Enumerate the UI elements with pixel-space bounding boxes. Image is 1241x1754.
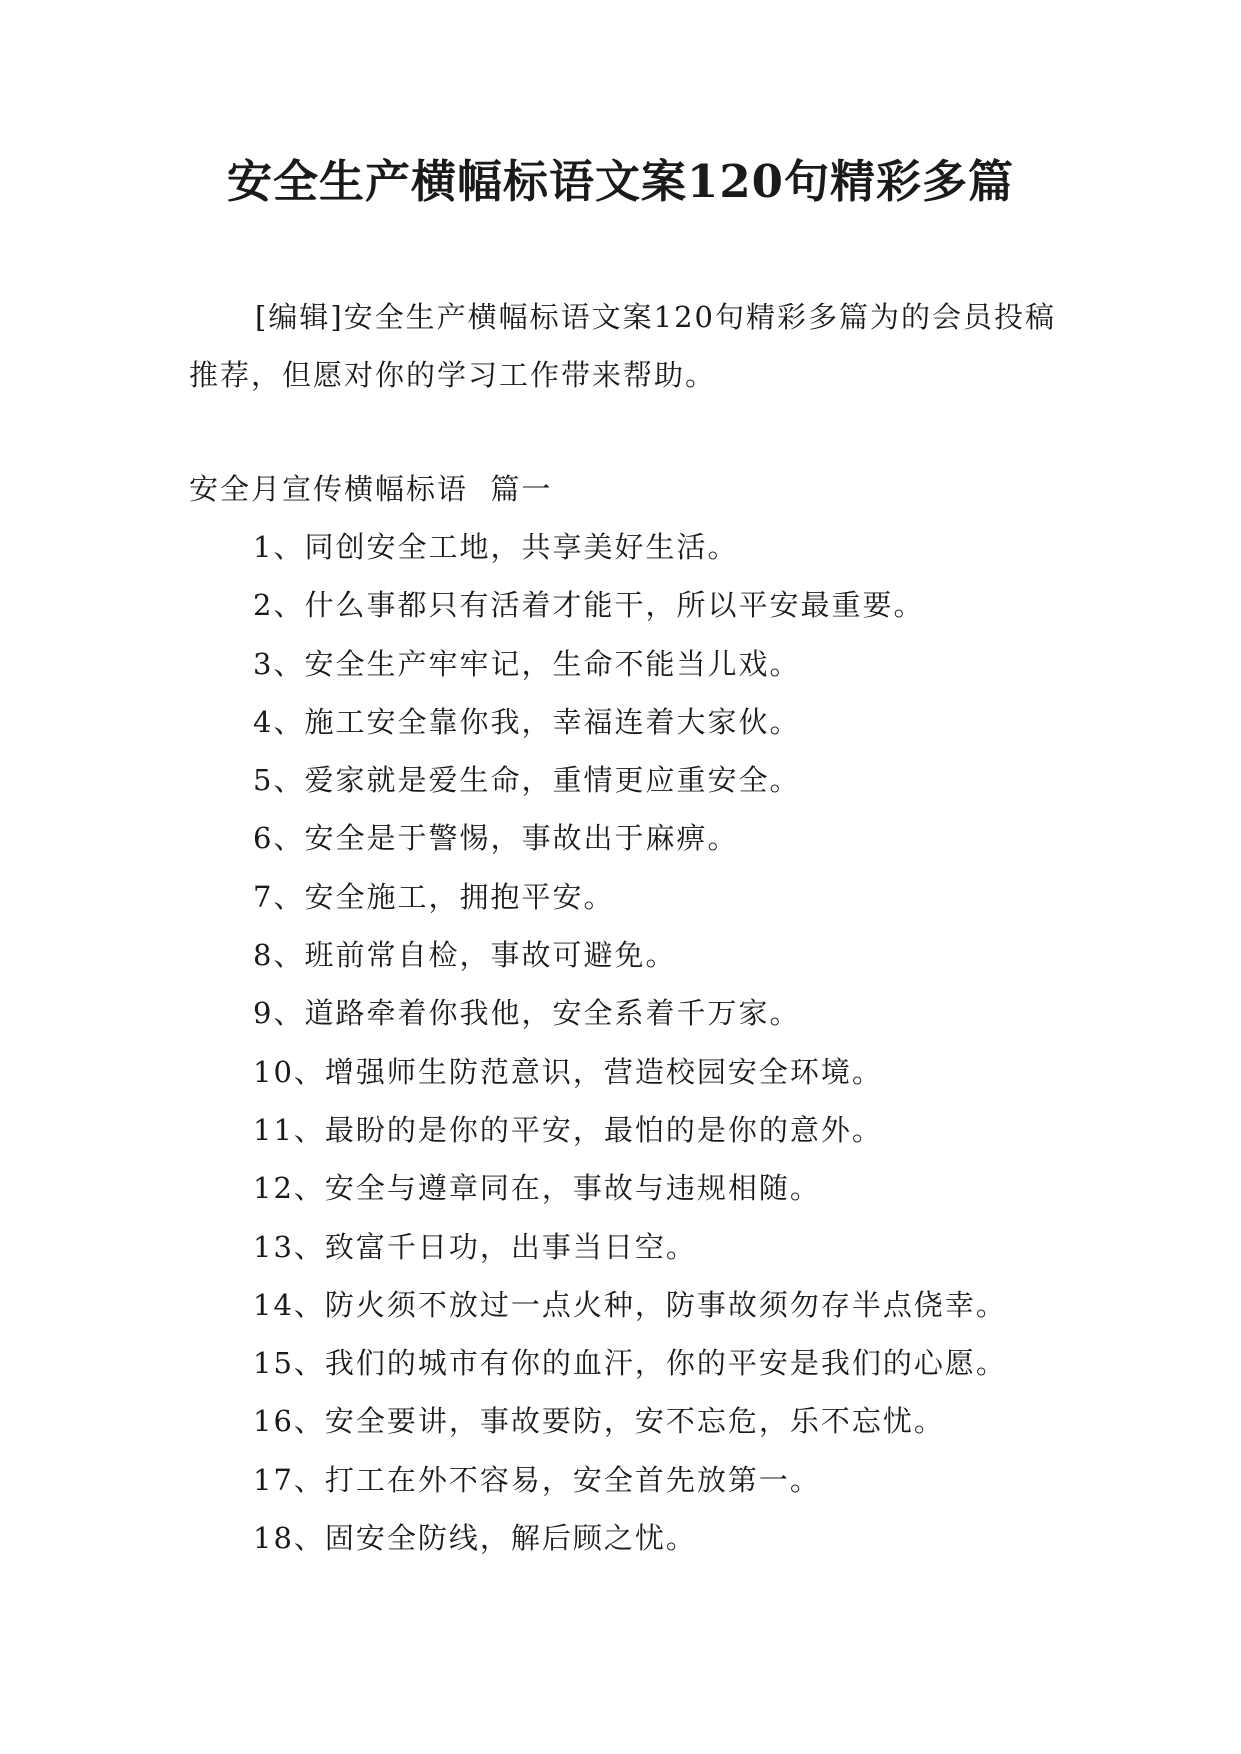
list-item: 17、打工在外不容易，安全首先放第一。 xyxy=(253,1462,821,1497)
list-item: 2、什么事都只有活着才能干，所以平安最重要。 xyxy=(253,588,925,623)
list-item: 1、同创安全工地，共享美好生活。 xyxy=(253,530,739,564)
list-item: 9、道路牵着你我他，安全系着千万家。 xyxy=(253,996,801,1031)
list-item: 6、安全是于警惕，事故出于麻痹。 xyxy=(253,821,739,856)
list-item: 10、增强师生防范意识，营造校园安全环境。 xyxy=(253,1054,883,1089)
list-item: 4、施工安全靠你我，幸福连着大家伙。 xyxy=(253,704,801,739)
list-item: 11、最盼的是你的平安，最怕的是你的意外。 xyxy=(253,1112,883,1147)
section-heading: 安全月宣传横幅标语 篇一 xyxy=(189,472,553,506)
list-item: 15、我们的城市有你的血汗，你的平安是我们的心愿。 xyxy=(253,1346,1007,1381)
list-item: 16、安全要讲，事故要防，安不忘危，乐不忘忧。 xyxy=(253,1404,945,1439)
list-item: 7、安全施工，拥抱平安。 xyxy=(253,879,615,914)
intro-paragraph: [编辑]安全生产横幅标语文案120句精彩多篇为的会员投稿推荐，但愿对你的学习工作带来帮助。 xyxy=(189,300,1056,392)
list-item: 13、致富千日功，出事当日空。 xyxy=(253,1229,697,1264)
slogan-list xyxy=(253,518,1007,1567)
document-title: 安全生产横幅标语文案120句精彩多篇 xyxy=(227,155,1014,208)
list-item: 8、班前常自检，事故可避免。 xyxy=(253,938,677,973)
list-item: 5、爱家就是爱生命，重情更应重安全。 xyxy=(253,763,801,798)
list-item: 3、安全生产牢牢记，生命不能当儿戏。 xyxy=(253,646,801,681)
list-item: 12、安全与遵章同在，事故与违规相随。 xyxy=(253,1171,821,1206)
list-item: 18、固安全防线，解后顾之忧。 xyxy=(253,1521,697,1556)
list-item: 14、防火须不放过一点火种，防事故须勿存半点侥幸。 xyxy=(253,1287,1007,1322)
